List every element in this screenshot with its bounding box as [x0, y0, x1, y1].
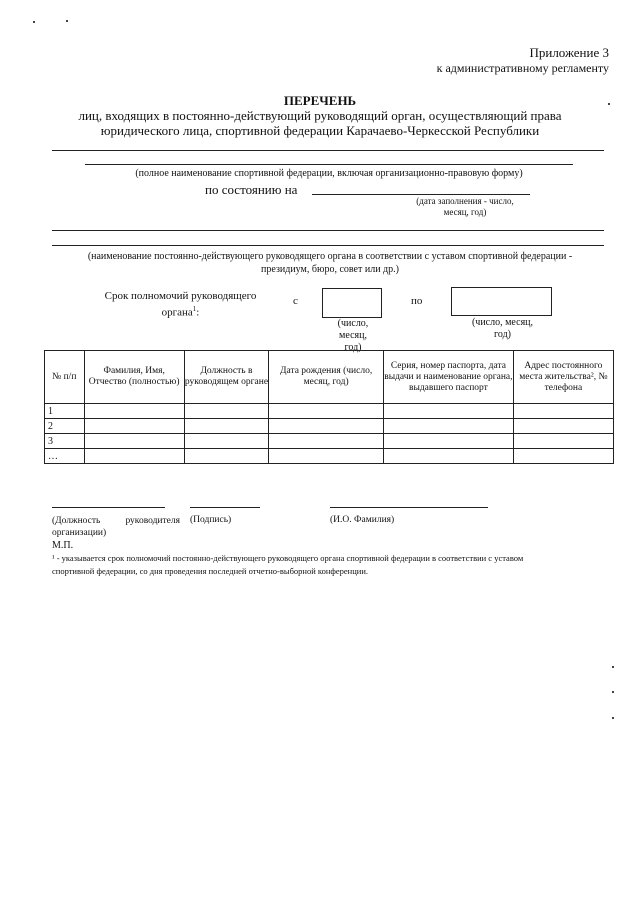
footnote-text-1: - указывается срок полномочий постоянно-действующего руководящего органа спортивной федерации в соответствии с уставом — [56, 553, 524, 563]
term-label-1: Срок полномочий руководящего — [104, 290, 257, 302]
signature-line-position — [52, 507, 165, 508]
table-cell[interactable] — [184, 404, 269, 419]
table-cell[interactable] — [84, 404, 184, 419]
table-cell[interactable] — [513, 419, 613, 434]
scan-mark — [612, 691, 614, 693]
term-from-caption — [318, 318, 388, 354]
body-caption-2: президиум, бюро, совет или др.) — [261, 264, 399, 275]
footnote-text-2: спортивной федерации, со дня проведения последней отчетно-выборной конференции. — [52, 566, 368, 576]
fill-date-caption-2: месяц, год) — [443, 207, 487, 217]
table-cell[interactable] — [84, 449, 184, 464]
table-cell[interactable] — [84, 434, 184, 449]
footnote-ref-1: 1 — [192, 305, 197, 313]
scan-mark — [612, 666, 614, 668]
table-cell[interactable] — [269, 449, 384, 464]
position-caption — [52, 515, 180, 539]
position-caption-2: руководителя — [125, 516, 180, 526]
title-line-1: лиц, входящих в постоянно-действующий руководящий орган, осуществляющий права — [78, 108, 562, 123]
table-cell[interactable] — [184, 419, 269, 434]
term-label-colon: : — [196, 306, 200, 319]
fill-line — [85, 164, 573, 165]
table-cell[interactable] — [269, 434, 384, 449]
term-from-label: с — [293, 295, 298, 307]
position-caption-1: (Должность — [52, 516, 101, 526]
name-caption: (И.О. Фамилия) — [330, 515, 395, 525]
col-full-name: Фамилия, Имя, Отчество (полностью) — [84, 351, 184, 404]
document-title: ПЕРЕЧЕНЬ — [283, 93, 357, 108]
table-row — [45, 434, 614, 449]
row-number: 1 — [45, 404, 85, 419]
as-of-label: по состоянию на — [205, 182, 298, 197]
term-from-date-box[interactable] — [322, 288, 382, 318]
fill-line — [52, 150, 604, 151]
scan-mark — [612, 717, 614, 719]
federation-name-caption: (полное наименование спортивной федерации, включая организационно-правовую форму) — [135, 168, 523, 179]
signature-caption: (Подпись) — [190, 515, 232, 525]
table-header-row — [45, 351, 614, 404]
row-number: … — [45, 449, 85, 464]
signature-line-name — [330, 507, 488, 508]
table-cell[interactable] — [513, 434, 613, 449]
term-to-caption — [455, 317, 550, 341]
col-position: Должность в руководящем органе — [184, 351, 269, 404]
regulation-label: к административному регламенту — [436, 61, 609, 75]
table-cell[interactable] — [383, 419, 513, 434]
table-row — [45, 419, 614, 434]
from-caption-1: (число, — [337, 318, 369, 329]
from-caption-2: месяц, — [339, 330, 367, 341]
term-label-2: органа — [161, 306, 193, 319]
table-cell[interactable] — [383, 404, 513, 419]
col-birth-date: Дата рождения (число, месяц, год) — [269, 351, 384, 404]
members-table — [44, 350, 614, 464]
fill-date-line — [312, 194, 530, 195]
col-passport: Серия, номер паспорта, дата выдачи и наименование органа, выдавшего паспорт — [383, 351, 513, 404]
to-caption-1: (число, месяц, — [471, 317, 534, 328]
position-caption-3: организации) — [52, 528, 107, 538]
fill-line — [52, 245, 604, 246]
scan-mark — [66, 20, 68, 22]
table-cell[interactable] — [84, 419, 184, 434]
term-to-label: по — [411, 295, 423, 307]
signature-line-signature — [190, 507, 260, 508]
body-caption-1: (наименование постоянно-действующего руководящего органа в соответствии с уставом спортивной федерации - — [87, 251, 573, 262]
table-cell[interactable] — [383, 449, 513, 464]
scan-mark — [33, 21, 35, 23]
table-cell[interactable] — [184, 449, 269, 464]
stamp-label: М.П. — [52, 540, 74, 551]
footnote — [52, 552, 617, 578]
table-row — [45, 449, 614, 464]
fill-date-caption-1: (дата заполнения - число, — [416, 196, 514, 206]
governing-body-caption — [40, 250, 620, 276]
table-cell[interactable] — [269, 404, 384, 419]
row-number: 3 — [45, 434, 85, 449]
term-to-date-box[interactable] — [451, 287, 552, 316]
fill-date-caption — [360, 196, 570, 218]
table-cell[interactable] — [269, 419, 384, 434]
fill-line — [52, 230, 604, 231]
table-row — [45, 404, 614, 419]
col-number: № п/п — [45, 351, 85, 404]
table-cell[interactable] — [513, 449, 613, 464]
title-line-2: юридического лица, спортивной федерации Карачаево-Черкесской Республики — [100, 123, 540, 138]
table-cell[interactable] — [513, 404, 613, 419]
from-caption-3: год) — [344, 342, 362, 353]
table-cell[interactable] — [184, 434, 269, 449]
to-caption-2: год) — [494, 329, 511, 340]
term-label — [88, 290, 273, 320]
row-number: 2 — [45, 419, 85, 434]
footnote-mark: ¹ — [52, 553, 55, 563]
col-address-phone: Адрес постоянного места жительства², № телефона — [513, 351, 613, 404]
table-cell[interactable] — [383, 434, 513, 449]
appendix-label: Приложение 3 — [529, 45, 609, 60]
